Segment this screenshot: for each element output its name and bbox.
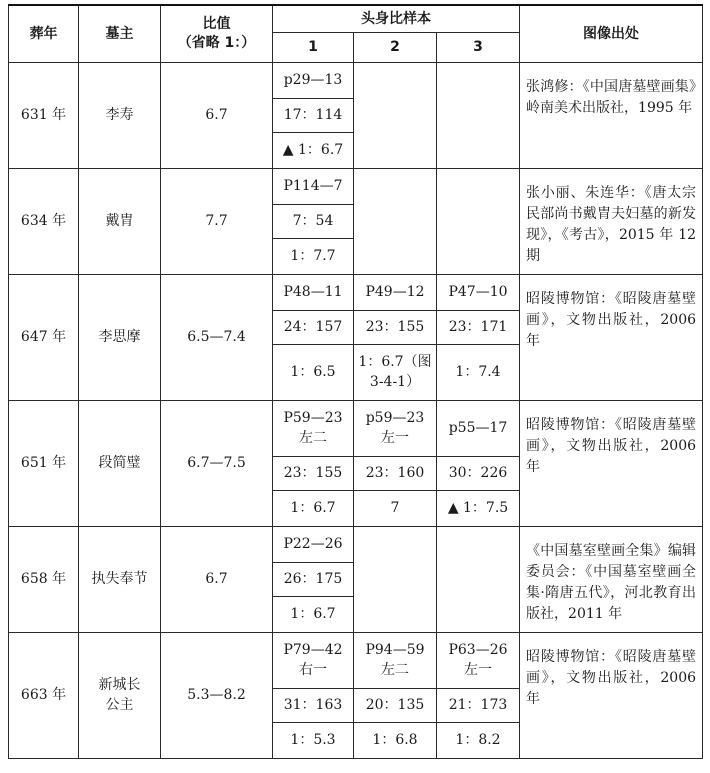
cell-owner: 李思摩 (79, 274, 161, 400)
table-row (9, 400, 703, 456)
cell-sample-1: ▲ 1：6.7 (273, 132, 354, 168)
cell-sample-1: P48—11 (273, 274, 354, 310)
cell-sample-2: 20：135 (354, 688, 437, 722)
cell-sample-2: 7 (354, 490, 437, 526)
table-row (9, 62, 703, 98)
header-owner: 墓主 (79, 5, 161, 62)
cell-sample-1: 17：114 (273, 98, 354, 132)
cell-sample-3: 21：173 (437, 688, 520, 722)
cell-sample-2 (354, 562, 437, 596)
cell-ratio: 5.3—8.2 (161, 632, 273, 758)
table-row (9, 168, 703, 204)
cell-sample-1: 1：6.7 (273, 596, 354, 632)
cell-sample-2 (354, 238, 437, 274)
header-ratio-line2: （省略 1：） (177, 34, 256, 51)
cell-sample-3 (437, 562, 520, 596)
cell-sample-2: p59—23 左一 (354, 400, 437, 456)
cell-sample-1: 1：6.5 (273, 344, 354, 400)
cell-sample-1: 1：7.7 (273, 238, 354, 274)
cell-sample-2 (354, 204, 437, 238)
cell-sample-2: 1：6.8 (354, 722, 437, 758)
cell-source: 张小丽、朱连华：《唐太宗民部尚书戴胄夫妇墓的新发现》，《考古》，2015 年 12 期 (520, 168, 703, 274)
cell-year: 634 年 (9, 168, 79, 274)
cell-ratio: 6.7 (161, 62, 273, 168)
header-sample-2: 2 (354, 32, 437, 62)
cell-sample-2: P94—59 左二 (354, 632, 437, 688)
header-ratio-line1: 比值 (202, 15, 231, 32)
cell-sample-2 (354, 526, 437, 562)
header-sample-1: 1 (273, 32, 354, 62)
cell-sample-1: 1：5.3 (273, 722, 354, 758)
cell-sample-1: 23：155 (273, 456, 354, 490)
cell-sample-3 (437, 238, 520, 274)
cell-owner: 段简璧 (79, 400, 161, 526)
cell-sample-1: 24：157 (273, 310, 354, 344)
cell-ratio: 6.7—7.5 (161, 400, 273, 526)
cell-year: 631 年 (9, 62, 79, 168)
cell-sample-2: P49—12 (354, 274, 437, 310)
cell-sample-3: p55—17 (437, 400, 520, 456)
cell-sample-3: ▲ 1：7.5 (437, 490, 520, 526)
cell-sample-3 (437, 204, 520, 238)
cell-sample-2: 23：160 (354, 456, 437, 490)
cell-sample-3 (437, 596, 520, 632)
cell-sample-2: 23：155 (354, 310, 437, 344)
cell-sample-3 (437, 526, 520, 562)
cell-sample-2 (354, 168, 437, 204)
cell-sample-1: P114—7 (273, 168, 354, 204)
cell-sample-1: 31：163 (273, 688, 354, 722)
table-row (9, 632, 703, 688)
cell-sample-3: P47—10 (437, 274, 520, 310)
cell-sample-1: P22—26 (273, 526, 354, 562)
header-sample: 头身比样本 (273, 5, 520, 32)
cell-owner: 戴胄 (79, 168, 161, 274)
table-row (9, 274, 703, 310)
data-table (8, 4, 703, 759)
cell-owner: 执失奉节 (79, 526, 161, 632)
cell-sample-2 (354, 596, 437, 632)
cell-ratio: 6.7 (161, 526, 273, 632)
cell-ratio: 7.7 (161, 168, 273, 274)
cell-source: 昭陵博物馆：《昭陵唐墓壁画》，文物出版社，2006 年 (520, 400, 703, 526)
cell-sample-2 (354, 132, 437, 168)
cell-source: 张鸿修：《中国唐墓壁画集》岭南美术出版社，1995 年 (520, 62, 703, 168)
cell-sample-3 (437, 132, 520, 168)
cell-ratio: 6.5—7.4 (161, 274, 273, 400)
cell-owner: 新城长公主 (79, 632, 161, 758)
cell-sample-1: 7：54 (273, 204, 354, 238)
header-sample-3: 3 (437, 32, 520, 62)
header-source: 图像出处 (520, 5, 703, 62)
cell-sample-2 (354, 98, 437, 132)
cell-sample-1: p29—13 (273, 62, 354, 98)
cell-sample-2 (354, 62, 437, 98)
cell-year: 663 年 (9, 632, 79, 758)
cell-sample-1: P79—42 右一 (273, 632, 354, 688)
header-year: 葬年 (9, 5, 79, 62)
cell-source: 昭陵博物馆：《昭陵唐墓壁画》，文物出版社，2006 年 (520, 632, 703, 758)
cell-sample-2: 1：6.7（图 3-4-1） (354, 344, 437, 400)
cell-sample-1: 26：175 (273, 562, 354, 596)
cell-source: 昭陵博物馆：《昭陵唐墓壁画》，文物出版社，2006 年 (520, 274, 703, 400)
header-ratio (161, 5, 273, 62)
cell-sample-3 (437, 98, 520, 132)
table-row (9, 526, 703, 562)
cell-sample-3: 30：226 (437, 456, 520, 490)
cell-sample-3 (437, 168, 520, 204)
cell-year: 658 年 (9, 526, 79, 632)
cell-sample-1: P59—23 左二 (273, 400, 354, 456)
table-body (9, 62, 703, 758)
cell-year: 651 年 (9, 400, 79, 526)
cell-source: 《中国墓室壁画全集》编辑委员会：《中国墓室壁画全集·隋唐五代》，河北教育出版社，2011 年 (520, 526, 703, 632)
cell-year: 647 年 (9, 274, 79, 400)
cell-sample-3: 1：8.2 (437, 722, 520, 758)
cell-sample-3: P63—26 左一 (437, 632, 520, 688)
cell-sample-3: 23：171 (437, 310, 520, 344)
cell-sample-1: 1：6.7 (273, 490, 354, 526)
cell-owner: 李寿 (79, 62, 161, 168)
cell-sample-3: 1：7.4 (437, 344, 520, 400)
cell-sample-3 (437, 62, 520, 98)
